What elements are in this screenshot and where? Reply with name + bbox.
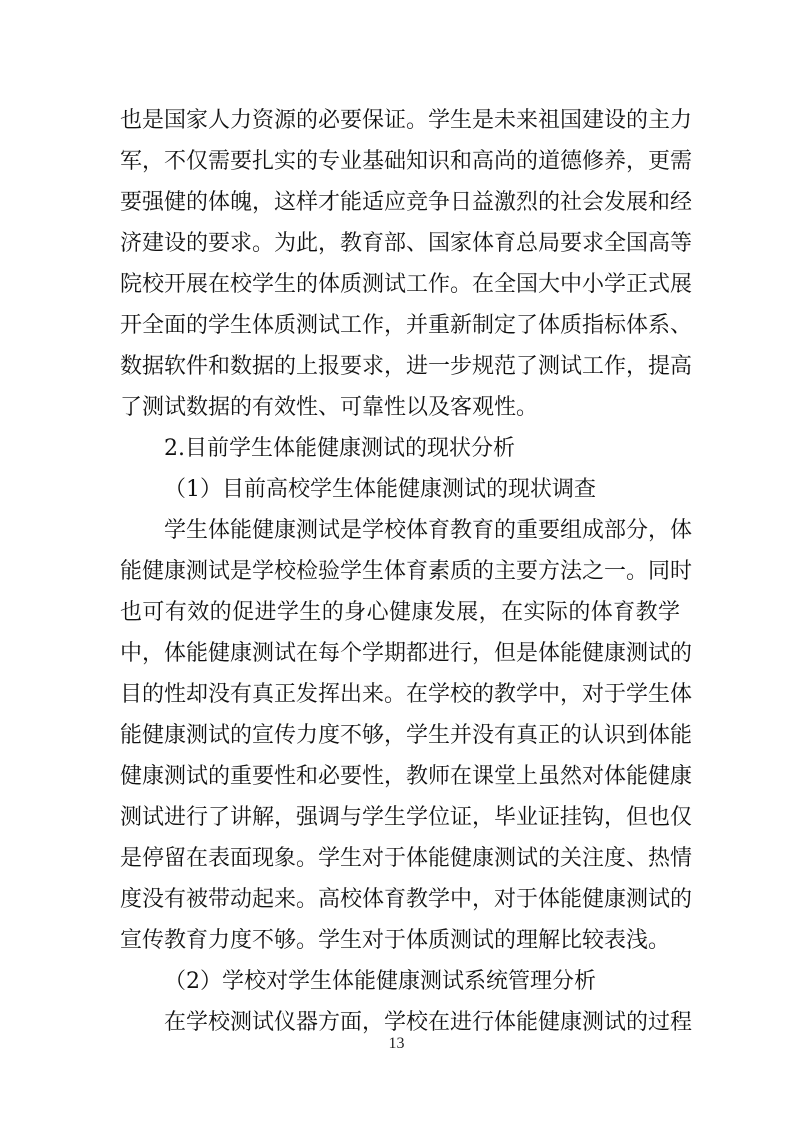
section-heading: 2.目前学生体能健康测试的现状分析 (164, 436, 515, 461)
paragraph-line: 要强健的体魄，这样才能适应竞争日益激烈的社会发展和经 (120, 190, 693, 215)
body-text (120, 100, 693, 1043)
paragraph-line: 在学校测试仪器方面，学校在进行体能健康测试的过程 (164, 1010, 693, 1035)
paragraph-line: 中，体能健康测试在每个学期都进行，但是体能健康测试的 (120, 641, 693, 666)
paragraph-line: 军，不仅需要扎实的专业基础知识和高尚的道德修养，更需 (120, 149, 693, 174)
paragraph-line: 数据软件和数据的上报要求，进一步规范了测试工作，提高 (120, 354, 693, 379)
paragraph-line: 也是国家人力资源的必要保证。学生是未来祖国建设的主力 (120, 108, 693, 133)
paragraph-line: 了测试数据的有效性、可靠性以及客观性。 (120, 395, 539, 420)
paragraph-line: 健康测试的重要性和必要性，教师在课堂上虽然对体能健康 (120, 764, 693, 789)
paragraph-line: 目的性却没有真正发挥出来。在学校的教学中，对于学生体 (120, 682, 693, 707)
paragraph-line: 测试进行了讲解，强调与学生学位证，毕业证挂钩，但也仅 (120, 805, 693, 830)
paragraph-line: 也可有效的促进学生的身心健康发展，在实际的体育教学 (120, 600, 680, 625)
paragraph-line: 学生体能健康测试是学校体育教育的重要组成部分，体 (164, 518, 693, 543)
paragraph-line: 度没有被带动起来。高校体育教学中，对于体能健康测试的 (120, 887, 693, 912)
paragraph-line: 能健康测试是学校检验学生体育素质的主要方法之一。同时 (120, 559, 693, 584)
paragraph-line: 院校开展在校学生的体质测试工作。在全国大中小学正式展 (120, 272, 693, 297)
page-number: 13 (388, 1035, 405, 1052)
paragraph-line: 济建设的要求。为此，教育部、国家体育总局要求全国高等 (120, 231, 693, 256)
paragraph-line: 宣传教育力度不够。学生对于体质测试的理解比较表浅。 (120, 928, 671, 953)
paragraph-line: 能健康测试的宣传力度不够，学生并没有真正的认识到体能 (120, 723, 693, 748)
paragraph-line: 是停留在表面现象。学生对于体能健康测试的关注度、热情 (120, 846, 693, 871)
subsection-heading: （1）目前高校学生体能健康测试的现状调查 (164, 477, 596, 502)
paragraph-line: 开全面的学生体质测试工作，并重新制定了体质指标体系、 (120, 313, 693, 338)
subsection-heading: （2）学校对学生体能健康测试系统管理分析 (164, 969, 596, 994)
